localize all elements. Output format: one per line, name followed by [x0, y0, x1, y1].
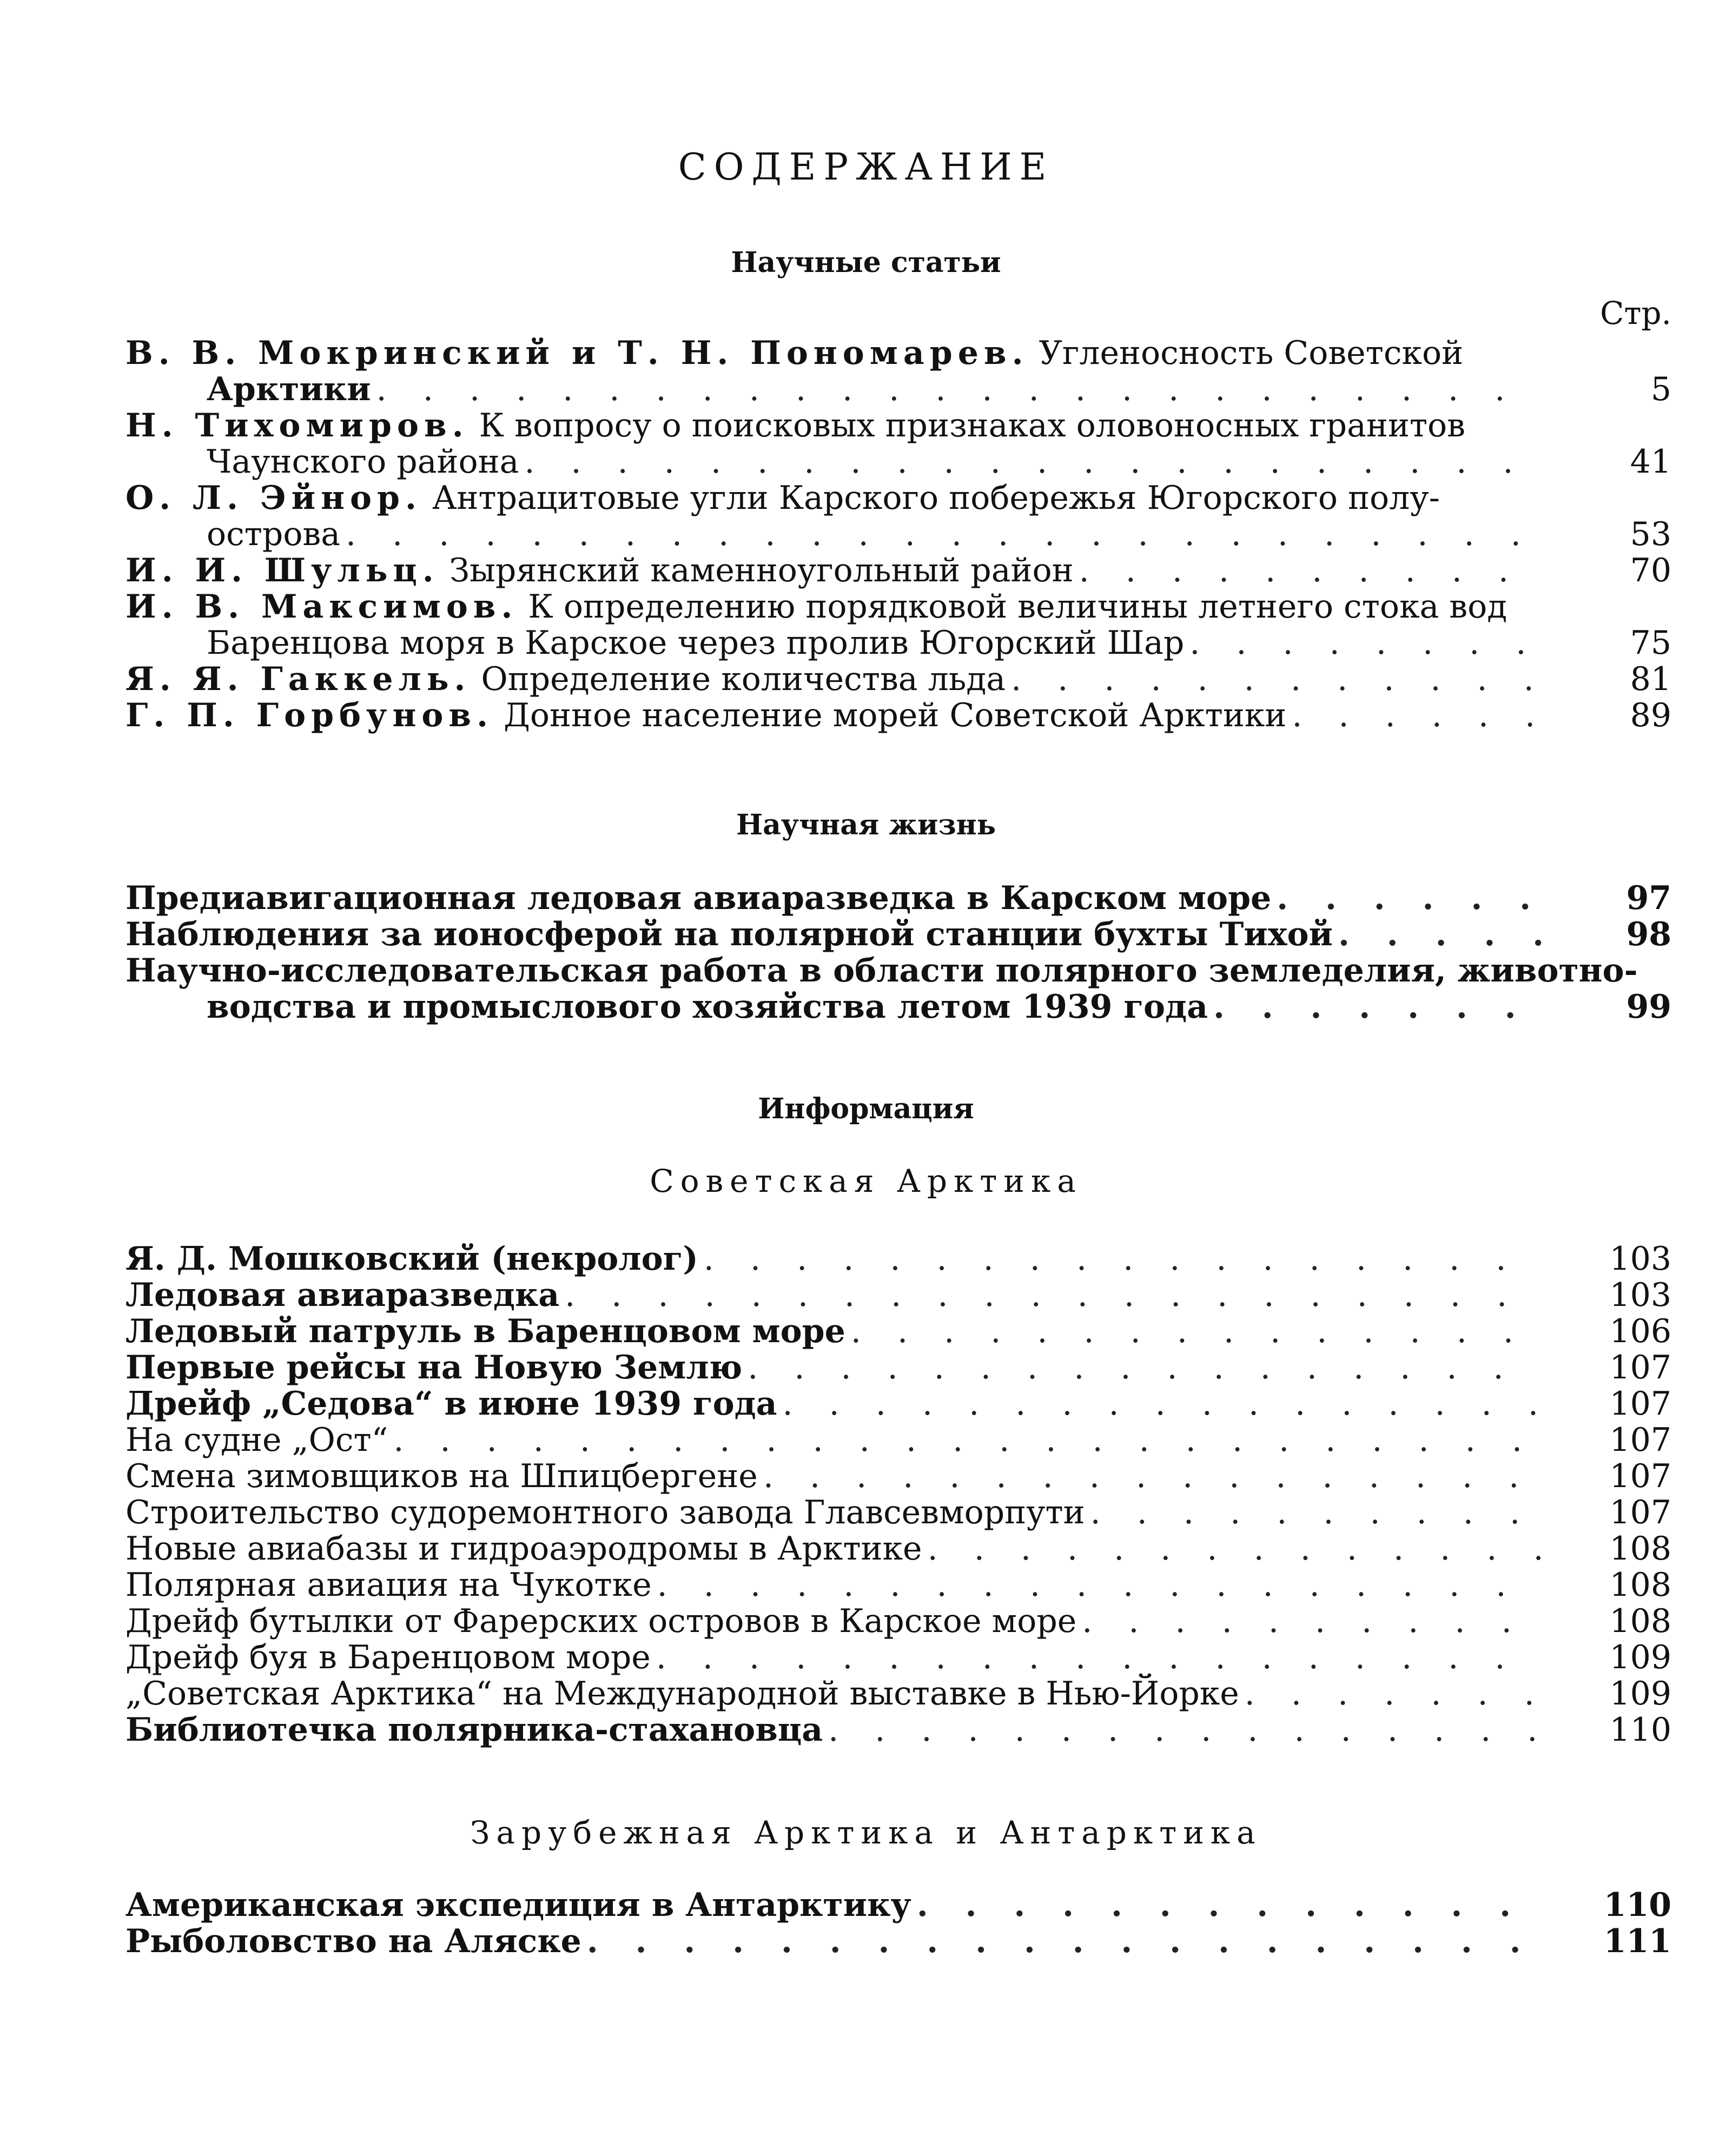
entry-title: Наблюдения за ионосферой на полярной станции бухты Тихой [125, 916, 1333, 953]
dot-leader [763, 1458, 1542, 1495]
dot-leader [1292, 698, 1542, 734]
entry-title: Полярная авиация на Чукотке [125, 1566, 652, 1604]
entry-title: Я. Д. Мошковский (некролог) [125, 1240, 698, 1278]
entry-title: Рыболовство на Аляске [125, 1922, 581, 1960]
toc-entry[interactable] [125, 1640, 1671, 1676]
entry-page-number: 75 [1630, 624, 1671, 662]
dot-leader [1189, 625, 1542, 661]
entry-page-number: 108 [1609, 1602, 1671, 1640]
dot-leader [828, 1712, 1542, 1748]
entry-page-number: 5 [1650, 370, 1671, 408]
toc-entry[interactable] [125, 1386, 1671, 1422]
dot-leader [783, 1386, 1542, 1422]
entry-page-number: 70 [1630, 552, 1671, 589]
dot-leader [376, 372, 1542, 408]
page-title: СОДЕРЖАНИЕ [678, 146, 1054, 189]
entry-title: Дрейф „Седова“ в июне 1939 года [125, 1385, 777, 1423]
entry-page-number: 107 [1609, 1349, 1671, 1387]
toc-entry[interactable] [125, 1923, 1671, 1960]
toc-entry[interactable] [125, 1350, 1671, 1386]
entry-page-number: 110 [1603, 1886, 1671, 1924]
entry-page-number: 98 [1626, 916, 1671, 953]
dot-leader [1245, 1676, 1542, 1712]
entry-page-number: 81 [1630, 660, 1671, 698]
entry-page-number: 109 [1609, 1638, 1671, 1676]
dot-leader [656, 1640, 1542, 1676]
toc-entry[interactable] [125, 698, 1671, 734]
entry-page-number: 103 [1609, 1240, 1671, 1278]
section-heading-information: Информация [758, 1092, 974, 1125]
entry-author: О. Л. Эйнор. [125, 479, 422, 517]
toc-entry[interactable] [125, 480, 1671, 553]
toc-entry[interactable] [125, 1495, 1671, 1531]
section-heading-scientific-articles: Научные статьи [731, 246, 1001, 279]
dot-leader [928, 1531, 1542, 1567]
dot-leader [1011, 661, 1542, 698]
page-column-label: Стр. [1599, 295, 1671, 331]
entry-title: Первые рейсы на Новую Землю [125, 1349, 743, 1387]
entry-title-cont: Чаунского района [207, 443, 519, 481]
toc-entry[interactable] [125, 408, 1671, 480]
dot-leader [1277, 880, 1542, 917]
entry-title: Антрацитовые угли Карского побережья Югорского полу- [432, 479, 1440, 517]
toc-entry[interactable] [125, 1277, 1671, 1313]
toc-foreign-arctic [125, 1887, 1671, 1960]
toc-entry[interactable] [125, 1458, 1671, 1495]
entry-page-number: 97 [1626, 879, 1671, 917]
toc-entry[interactable] [125, 1676, 1671, 1712]
dot-leader [851, 1313, 1542, 1350]
dot-leader [393, 1422, 1542, 1458]
toc-entry[interactable] [125, 589, 1671, 661]
entry-title: Библиотечка полярника-стахановца [125, 1711, 823, 1749]
dot-leader [346, 516, 1542, 553]
toc-entry[interactable] [125, 1313, 1671, 1350]
entry-page-number: 108 [1609, 1566, 1671, 1604]
dot-leader [1090, 1495, 1542, 1531]
toc-entry[interactable] [125, 661, 1671, 698]
dot-leader [657, 1567, 1542, 1603]
entry-page-number: 107 [1609, 1385, 1671, 1423]
section-heading-scientific-life: Научная жизнь [736, 808, 996, 841]
entry-title: Ледовая авиаразведка [125, 1276, 560, 1314]
toc-scientific-articles [125, 335, 1671, 734]
toc-entry[interactable] [125, 553, 1671, 589]
toc-entry[interactable] [125, 1422, 1671, 1458]
entry-title-cont: водства и промыслового хозяйства летом 1939 года [207, 988, 1208, 1026]
entry-page-number: 110 [1609, 1711, 1671, 1749]
entry-page-number: 108 [1609, 1530, 1671, 1568]
entry-title: К вопросу о поисковых признаках оловоносных гранитов [479, 407, 1465, 445]
entry-title: Научно-исследовательская работа в области полярного земледелия, животно- [125, 952, 1638, 990]
entry-author: Я. Я. Гаккель. [125, 660, 471, 698]
toc-entry[interactable] [125, 953, 1671, 1025]
entry-author: В. В. Мокринский и Т. Н. Пономарев. [125, 334, 1029, 372]
dot-leader [1213, 989, 1542, 1025]
entry-page-number: 107 [1609, 1421, 1671, 1459]
dot-leader [1082, 1603, 1542, 1640]
entry-page-number: 99 [1626, 988, 1671, 1026]
entry-author: Н. Тихомиров. [125, 407, 469, 445]
entry-title: „Советская Арктика“ на Международной выставке в Нью-Йорке [125, 1675, 1239, 1713]
dot-leader [917, 1887, 1542, 1923]
entry-author: И. В. Максимов. [125, 588, 518, 626]
entry-title-cont: острова [207, 515, 341, 553]
toc-entry[interactable] [125, 1567, 1671, 1603]
subsection-heading-foreign-arctic: Зарубежная Арктика и Антарктика [470, 1814, 1262, 1851]
entry-page-number: 107 [1609, 1494, 1671, 1531]
toc-entry[interactable] [125, 335, 1671, 408]
dot-leader [587, 1923, 1542, 1960]
entry-author: И. И. Шульц. [125, 552, 439, 589]
entry-title: Американская экспедиция в Антарктику [125, 1886, 911, 1924]
entry-title: Угленосность Советской [1039, 334, 1464, 372]
entry-page-number: 107 [1609, 1457, 1671, 1495]
dot-leader [524, 444, 1542, 480]
toc-entry[interactable] [125, 1241, 1671, 1277]
entry-title: Новые авиабазы и гидроаэродромы в Арктике [125, 1530, 922, 1568]
entry-title: К определению порядковой величины летнего стока вод [528, 588, 1508, 626]
entry-page-number: 41 [1630, 443, 1671, 481]
entry-author: Г. П. Горбунов. [125, 696, 493, 734]
entry-page-number: 109 [1609, 1675, 1671, 1713]
toc-entry[interactable] [125, 880, 1671, 917]
entry-page-number: 53 [1630, 515, 1671, 553]
entry-page-number: 111 [1603, 1922, 1671, 1960]
toc-entry[interactable] [125, 1887, 1671, 1923]
toc-soviet-arctic [125, 1241, 1671, 1748]
toc-entry[interactable] [125, 1531, 1671, 1567]
dot-leader [704, 1241, 1542, 1277]
entry-title: На судне „Ост“ [125, 1421, 388, 1459]
entry-title-cont: Баренцова моря в Карское через пролив Югорский Шар [207, 624, 1185, 662]
entry-title-cont: Арктики [207, 370, 371, 408]
entry-title: Строительство судоремонтного завода Главсевморпути [125, 1494, 1085, 1531]
entry-title: Дрейф буя в Баренцовом море [125, 1638, 651, 1676]
entry-page-number: 89 [1630, 696, 1671, 734]
entry-title: Смена зимовщиков на Шпицбергене [125, 1457, 758, 1495]
entry-title: Дрейф бутылки от Фарерских островов в Карское море [125, 1602, 1077, 1640]
subsection-heading-soviet-arctic: Советская Арктика [650, 1163, 1082, 1199]
entry-title: Донное население морей Советской Арктики [504, 696, 1287, 734]
toc-scientific-life [125, 880, 1671, 1025]
entry-page-number: 103 [1609, 1276, 1671, 1314]
entry-title: Предиавигационная ледовая авиаразведка в Карском море [125, 879, 1272, 917]
toc-entry[interactable] [125, 917, 1671, 953]
entry-title: Ледовый патруль в Баренцовом море [125, 1312, 845, 1350]
dot-leader [1079, 553, 1542, 589]
dot-leader [748, 1350, 1542, 1386]
toc-entry[interactable] [125, 1603, 1671, 1640]
entry-title: Зырянский каменноугольный район [449, 552, 1074, 589]
dot-leader [1338, 917, 1542, 953]
toc-entry[interactable] [125, 1712, 1671, 1748]
entry-page-number: 106 [1609, 1312, 1671, 1350]
entry-title: Определение количества льда [481, 660, 1006, 698]
dot-leader [565, 1277, 1542, 1313]
